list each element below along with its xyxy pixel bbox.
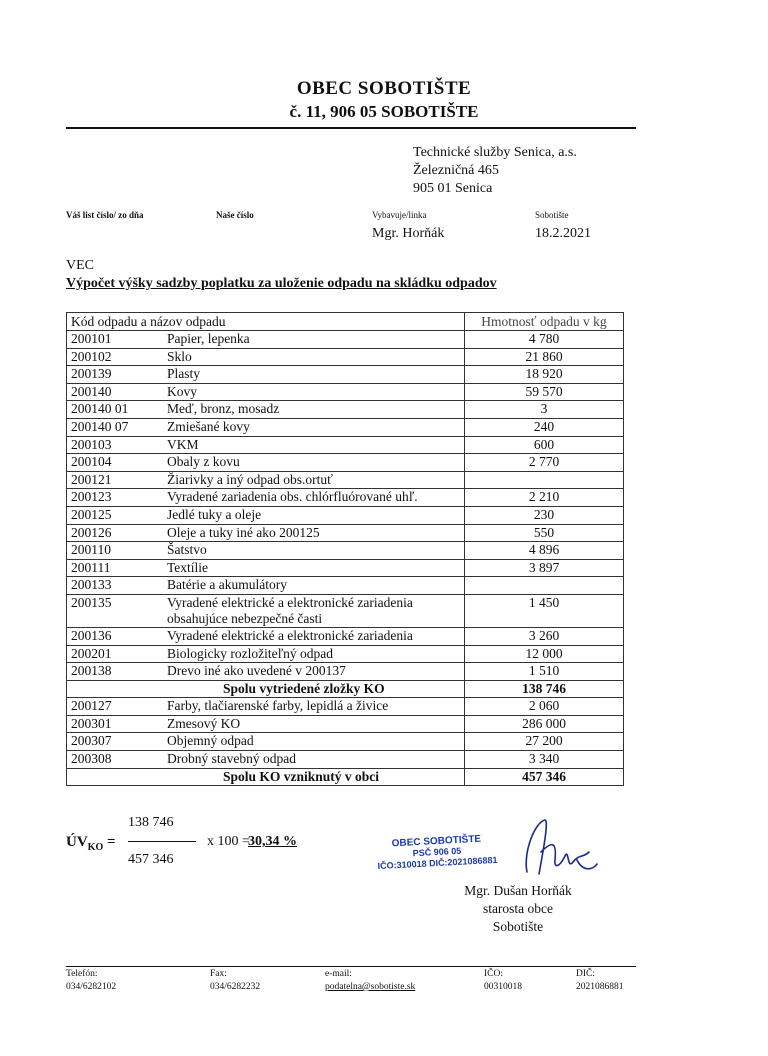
signer-block bbox=[440, 882, 596, 936]
waste-name-cell bbox=[153, 698, 465, 716]
waste-quantity: 2 060 bbox=[465, 698, 624, 716]
waste-name-cell bbox=[153, 489, 465, 507]
table-row bbox=[67, 471, 624, 489]
waste-table bbox=[66, 312, 624, 786]
header-divider bbox=[66, 127, 636, 129]
table-row bbox=[67, 627, 624, 645]
waste-name: Papier, lepenka bbox=[167, 331, 250, 346]
table-row bbox=[67, 506, 624, 524]
waste-name: Vyradené zariadenia obs. chlórfluórované uhľ. bbox=[167, 489, 418, 505]
waste-code: 200103 bbox=[67, 436, 154, 454]
table-row bbox=[67, 366, 624, 384]
waste-name: Drobný stavebný odpad bbox=[167, 751, 296, 767]
waste-name-cell bbox=[153, 383, 465, 401]
waste-name: Batérie a akumulátory bbox=[167, 577, 287, 593]
waste-name: Jedlé tuky a oleje bbox=[167, 506, 262, 522]
waste-quantity: 2 210 bbox=[465, 489, 624, 507]
fraction-bar bbox=[128, 841, 196, 842]
waste-code: 200111 bbox=[67, 559, 154, 577]
formula-label bbox=[66, 834, 116, 853]
letter-subject: Výpočet výšky sadzby poplatku za uloženie odpadu na skládku odpadov bbox=[66, 276, 497, 291]
waste-code: 200138 bbox=[67, 663, 154, 681]
waste-name: Farby, tlačiarenské farby, lepidlá a živice bbox=[167, 698, 389, 714]
table-total-row bbox=[67, 768, 624, 786]
waste-name-cell bbox=[153, 751, 465, 769]
table-header-row bbox=[67, 313, 624, 331]
waste-name-cell bbox=[153, 506, 465, 524]
waste-quantity: 18 920 bbox=[465, 366, 624, 384]
waste-code: 200136 bbox=[67, 627, 154, 645]
waste-code: 200104 bbox=[67, 454, 154, 472]
table-row bbox=[67, 733, 624, 751]
waste-code: 200133 bbox=[67, 577, 154, 595]
formula-equals: = bbox=[106, 834, 116, 850]
signer-role: starosta obce bbox=[482, 901, 554, 916]
place-label: Sobotište bbox=[535, 210, 569, 220]
vec-label: VEC bbox=[66, 258, 94, 273]
waste-name-cell bbox=[153, 401, 465, 419]
table-row bbox=[67, 524, 624, 542]
footer-email-label: e-mail: bbox=[325, 969, 352, 979]
waste-quantity: 4 896 bbox=[465, 542, 624, 560]
waste-code: 200102 bbox=[67, 348, 154, 366]
stamp-line-3: IČO:310018 DIČ:2021086881 bbox=[377, 854, 498, 872]
waste-name: VKM bbox=[167, 436, 199, 452]
footer-phone: 034/6282102 bbox=[66, 982, 117, 992]
recipient-line-2: Železničná 465 bbox=[413, 163, 499, 178]
formula-numerator: 138 746 bbox=[128, 815, 174, 830]
waste-code: 200307 bbox=[67, 733, 154, 751]
table-row bbox=[67, 383, 624, 401]
waste-name-cell bbox=[153, 577, 465, 595]
table-row bbox=[67, 542, 624, 560]
waste-name-cell bbox=[153, 331, 465, 349]
table-body bbox=[67, 331, 624, 786]
waste-name: Sklo bbox=[167, 348, 192, 364]
table-row bbox=[67, 348, 624, 366]
waste-code: 200301 bbox=[67, 715, 154, 733]
waste-name: Textílie bbox=[167, 559, 209, 575]
table-row bbox=[67, 401, 624, 419]
waste-quantity: 27 200 bbox=[465, 733, 624, 751]
table-row bbox=[67, 698, 624, 716]
waste-name: Oleje a tuky iné ako 200125 bbox=[167, 524, 320, 540]
waste-code: 200140 bbox=[67, 383, 154, 401]
footer-phone-label: Telefón: bbox=[66, 969, 98, 979]
waste-name-cell bbox=[153, 524, 465, 542]
formula-label-main: ÚV bbox=[66, 834, 88, 850]
waste-name-cell bbox=[153, 594, 465, 627]
letter-date: 18.2.2021 bbox=[535, 226, 591, 241]
recipient-address bbox=[413, 144, 577, 198]
handled-by-label: Vybavuje/linka bbox=[372, 210, 427, 220]
waste-name-cell bbox=[153, 418, 465, 436]
waste-name-cell bbox=[153, 436, 465, 454]
waste-name-cell bbox=[153, 645, 465, 663]
waste-quantity: 3 897 bbox=[465, 559, 624, 577]
footer-fax: 034/6282232 bbox=[210, 982, 261, 992]
waste-code: 200126 bbox=[67, 524, 154, 542]
waste-name-cell bbox=[153, 663, 465, 681]
table-row bbox=[67, 331, 624, 349]
waste-quantity bbox=[465, 471, 624, 489]
signer-place: Sobotište bbox=[492, 919, 544, 934]
municipality-name: OBEC SOBOTIŠTE bbox=[296, 78, 472, 99]
our-ref-label: Naše číslo bbox=[216, 210, 254, 220]
footer-divider bbox=[66, 966, 636, 967]
table-total-row bbox=[67, 680, 624, 698]
footer-email[interactable]: podatelna@sobotiste.sk bbox=[325, 982, 416, 992]
table-row bbox=[67, 418, 624, 436]
waste-quantity: 457 346 bbox=[465, 768, 624, 786]
table-row bbox=[67, 715, 624, 733]
waste-name: Zmesový KO bbox=[167, 715, 241, 731]
waste-name: Spolu KO vzniknutý v obci bbox=[223, 768, 380, 784]
waste-name: Plasty bbox=[167, 366, 201, 382]
footer-dic: 2021086881 bbox=[576, 982, 624, 992]
waste-quantity: 138 746 bbox=[465, 680, 624, 698]
footer-fax-label: Fax: bbox=[210, 969, 227, 979]
waste-code: 200201 bbox=[67, 645, 154, 663]
waste-name: Meď, bronz, mosadz bbox=[167, 401, 280, 417]
official-stamp bbox=[361, 832, 513, 873]
waste-name-cell bbox=[153, 559, 465, 577]
footer-ico: 00310018 bbox=[484, 982, 522, 992]
handled-by-value: Mgr. Horňák bbox=[372, 226, 445, 241]
waste-name-cell bbox=[153, 471, 465, 489]
waste-name-cell bbox=[153, 542, 465, 560]
waste-quantity: 3 340 bbox=[465, 751, 624, 769]
waste-code: 200101 bbox=[67, 331, 154, 349]
waste-quantity: 240 bbox=[465, 418, 624, 436]
waste-name-cell bbox=[153, 627, 465, 645]
stamp-line-2: PSČ 906 05 bbox=[412, 845, 462, 859]
formula-denominator: 457 346 bbox=[128, 852, 174, 867]
waste-quantity bbox=[465, 577, 624, 595]
waste-quantity: 59 570 bbox=[465, 383, 624, 401]
table-row bbox=[67, 559, 624, 577]
table-row bbox=[67, 645, 624, 663]
waste-name: Drevo iné ako uvedené v 200137 bbox=[167, 663, 346, 679]
waste-quantity: 21 860 bbox=[465, 348, 624, 366]
waste-code: 200125 bbox=[67, 506, 154, 524]
waste-name-cell bbox=[153, 680, 465, 698]
waste-name: Objemný odpad bbox=[167, 733, 254, 749]
formula-result: 30,34 % bbox=[248, 834, 297, 849]
waste-code: 200123 bbox=[67, 489, 154, 507]
table-row bbox=[67, 663, 624, 681]
waste-code: 200127 bbox=[67, 698, 154, 716]
waste-name: Žiarivky a iný odpad obs.ortuť bbox=[167, 471, 333, 487]
waste-quantity: 3 bbox=[465, 401, 624, 419]
waste-quantity: 1 450 bbox=[465, 594, 624, 627]
waste-name-cell bbox=[153, 348, 465, 366]
waste-name: Biologicky rozložiteľný odpad bbox=[167, 645, 333, 661]
waste-name: Kovy bbox=[167, 383, 197, 399]
table-row bbox=[67, 594, 624, 627]
waste-name: Šatstvo bbox=[167, 542, 207, 558]
footer-ico-label: IČO: bbox=[484, 969, 503, 979]
waste-name: Vyradené elektrické a elektronické zariadenia bbox=[167, 594, 413, 610]
table-row bbox=[67, 751, 624, 769]
table-row bbox=[67, 436, 624, 454]
header-quantity: Hmotnosť odpadu v kg bbox=[465, 313, 624, 331]
waste-quantity: 286 000 bbox=[465, 715, 624, 733]
handwritten-signature bbox=[505, 812, 605, 892]
table-row bbox=[67, 577, 624, 595]
waste-quantity: 230 bbox=[465, 506, 624, 524]
waste-name-cell bbox=[153, 768, 465, 786]
waste-name-continued: obsahujúce nebezpečné časti bbox=[167, 610, 323, 626]
municipality-address: č. 11, 906 05 SOBOTIŠTE bbox=[289, 102, 479, 121]
header-code-name: Kód odpadu a názov odpadu bbox=[67, 313, 465, 331]
table-row bbox=[67, 454, 624, 472]
waste-code: 200110 bbox=[67, 542, 154, 560]
your-letter-label: Váš list číslo/ zo dňa bbox=[66, 210, 144, 220]
table-row bbox=[67, 489, 624, 507]
waste-quantity: 4 780 bbox=[465, 331, 624, 349]
waste-quantity: 3 260 bbox=[465, 627, 624, 645]
waste-quantity: 550 bbox=[465, 524, 624, 542]
signer-name: Mgr. Dušan Horňák bbox=[464, 883, 572, 898]
waste-name-cell bbox=[153, 366, 465, 384]
waste-code bbox=[67, 768, 154, 786]
stamp-line-1: OBEC SOBOTIŠTE bbox=[391, 833, 482, 850]
waste-name-cell bbox=[153, 733, 465, 751]
waste-quantity: 12 000 bbox=[465, 645, 624, 663]
waste-name: Obaly z kovu bbox=[167, 454, 240, 470]
recipient-line-3: 905 01 Senica bbox=[413, 181, 493, 196]
waste-code: 200140 01 bbox=[67, 401, 154, 419]
waste-code: 200308 bbox=[67, 751, 154, 769]
waste-name-cell bbox=[153, 715, 465, 733]
waste-quantity: 2 770 bbox=[465, 454, 624, 472]
formula-multiplier: x 100 = bbox=[207, 834, 250, 849]
waste-name: Spolu vytriedené zložky KO bbox=[223, 680, 385, 696]
waste-name: Vyradené elektrické a elektronické zariadenia bbox=[167, 627, 413, 643]
waste-code bbox=[67, 680, 154, 698]
waste-quantity: 1 510 bbox=[465, 663, 624, 681]
waste-name: Zmiešané kovy bbox=[167, 418, 250, 434]
recipient-line-1: Technické služby Senica, a.s. bbox=[413, 145, 577, 160]
waste-code: 200139 bbox=[67, 366, 154, 384]
waste-quantity: 600 bbox=[465, 436, 624, 454]
footer-dic-label: DIČ: bbox=[576, 969, 595, 979]
formula-label-sub: KO bbox=[87, 842, 104, 853]
waste-code: 200140 07 bbox=[67, 418, 154, 436]
waste-code: 200135 bbox=[67, 594, 154, 627]
waste-name-cell bbox=[153, 454, 465, 472]
waste-code: 200121 bbox=[67, 471, 154, 489]
